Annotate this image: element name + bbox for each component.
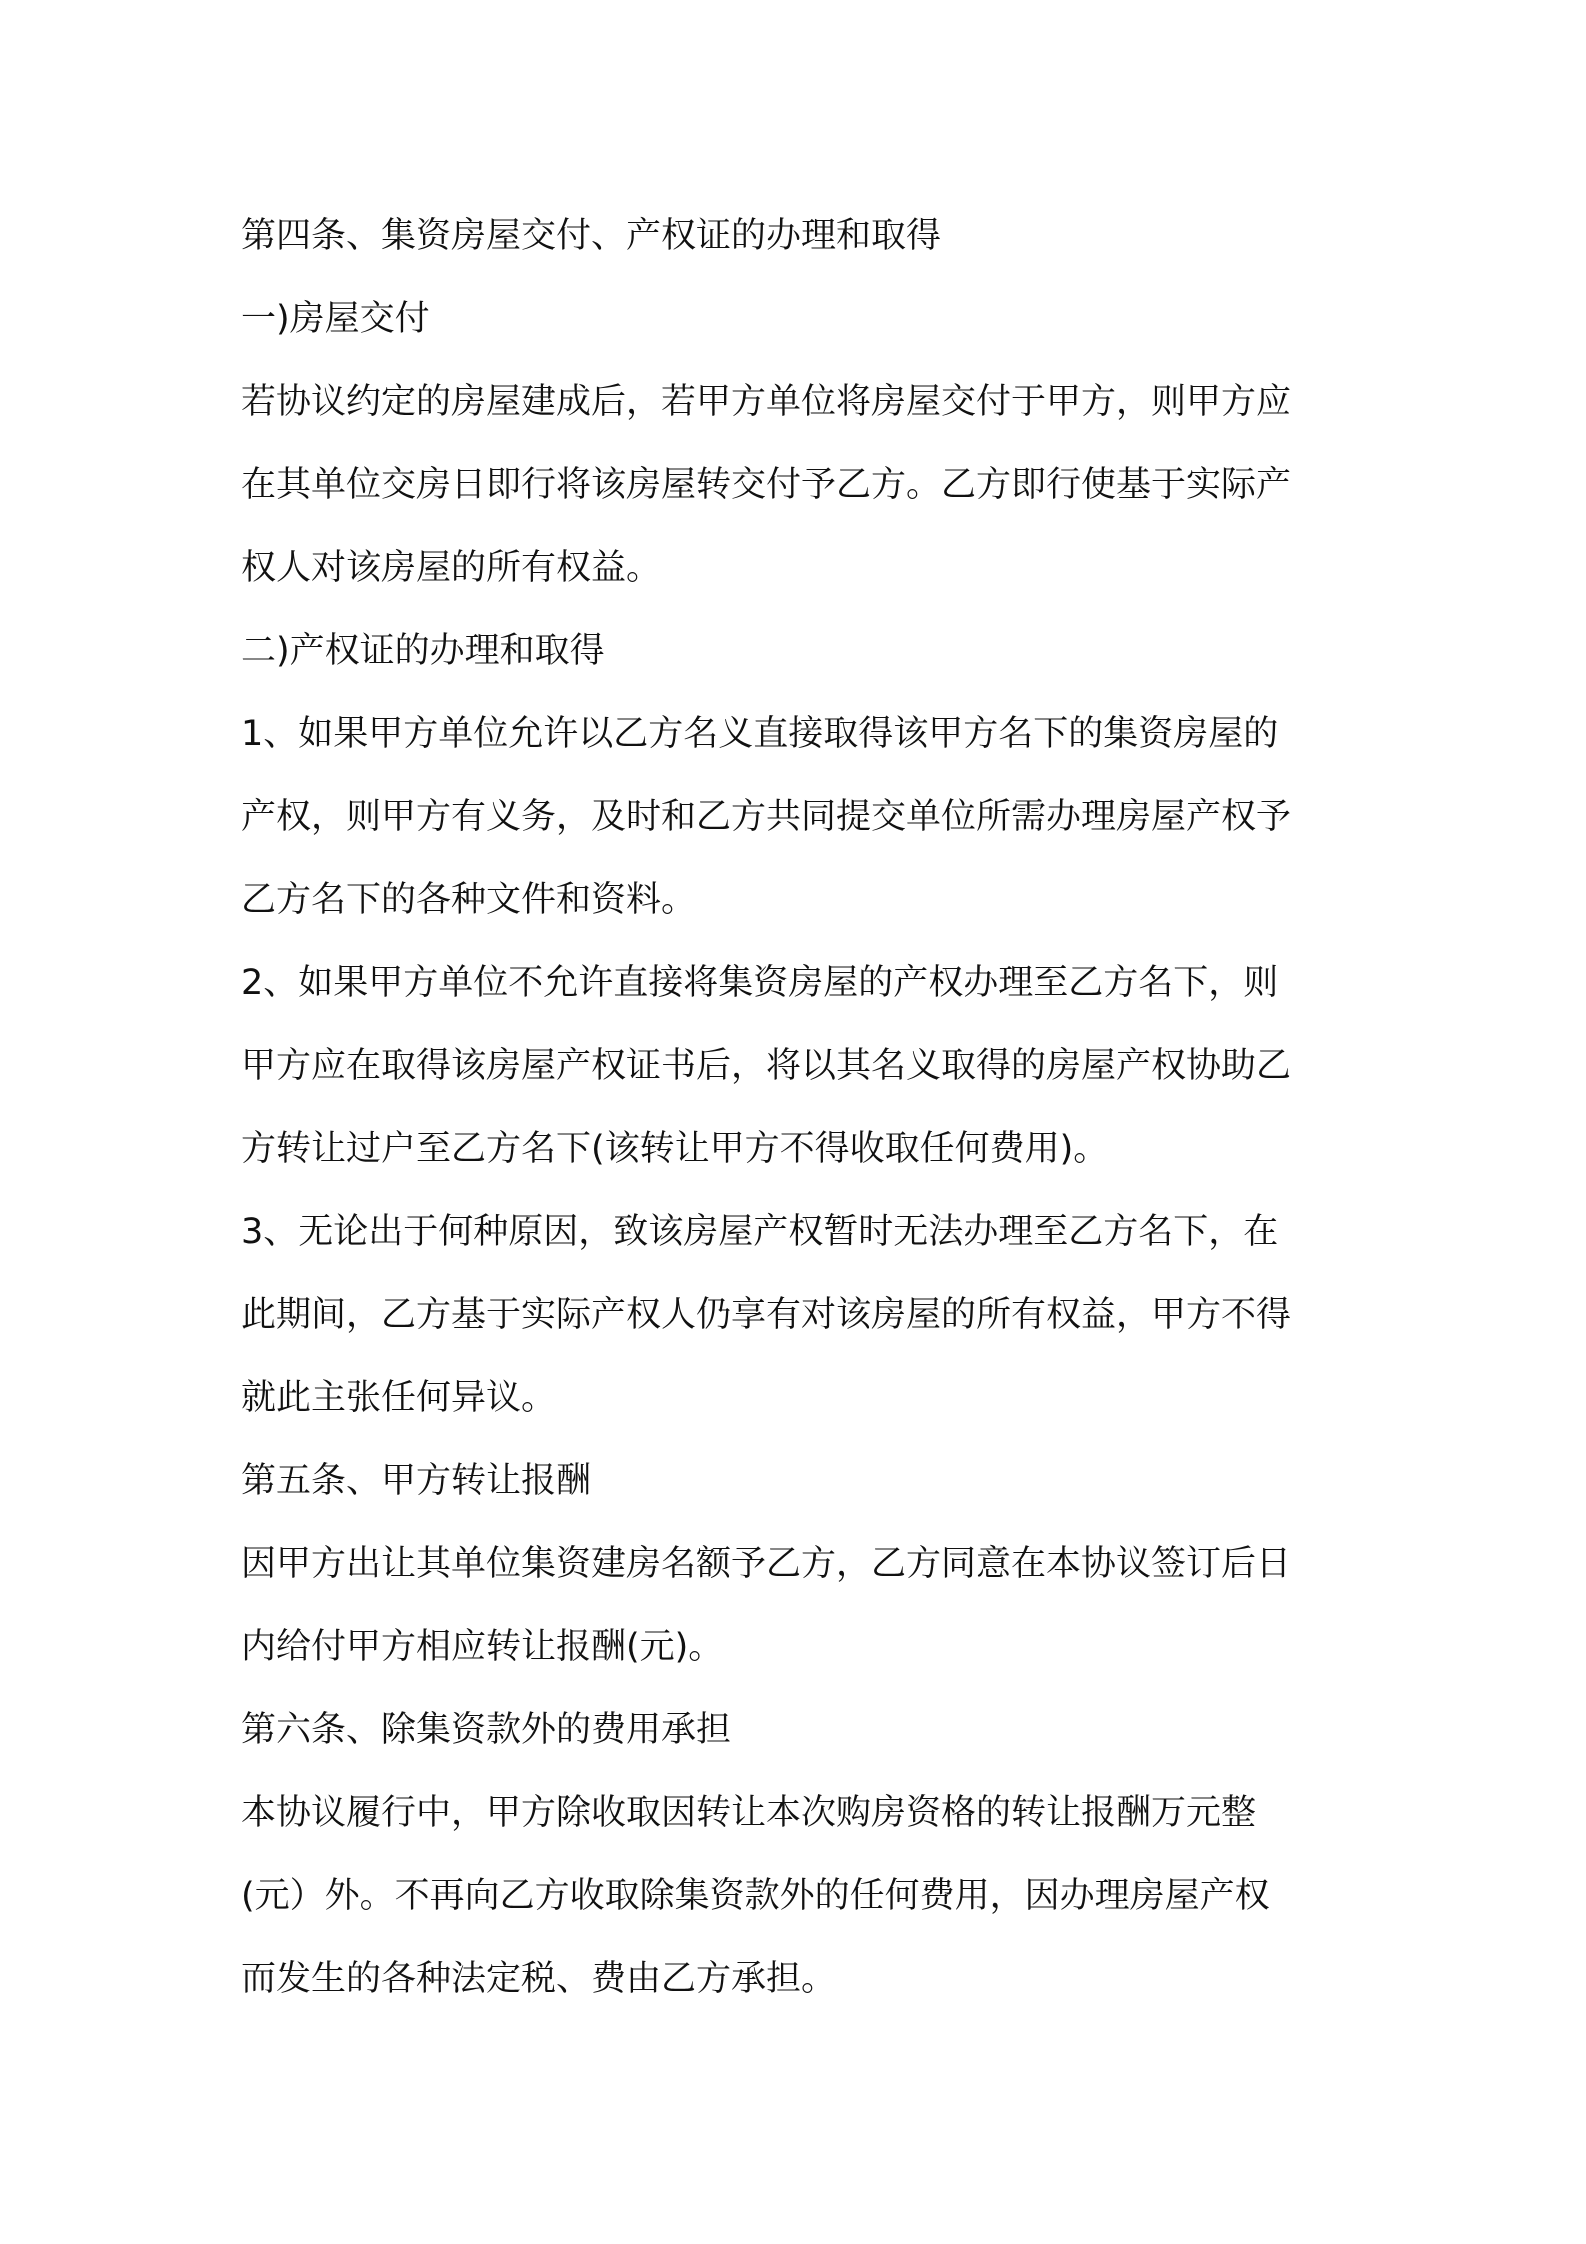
paragraph-line: 本协议履行中，甲方除收取因转让本次购房资格的转让报酬万元整 [241, 1793, 1257, 1833]
paragraph-line: 权人对该房屋的所有权益。 [241, 548, 662, 588]
article-5-heading: 第五条、甲方转让报酬 [241, 1461, 592, 1501]
paragraph-line: 内给付甲方相应转让报酬(元)。 [241, 1627, 724, 1667]
paragraph-line: 甲方应在取得该房屋产权证书后，将以其名义取得的房屋产权协助乙 [241, 1046, 1292, 1086]
paragraph-line: 在其单位交房日即行将该房屋转交付予乙方。乙方即行使基于实际产 [241, 465, 1292, 505]
paragraph-line: 而发生的各种法定税、费由乙方承担。 [241, 1959, 837, 1999]
article-4-heading: 第四条、集资房屋交付、产权证的办理和取得 [241, 216, 942, 256]
section-2-heading: 二)产权证的办理和取得 [241, 631, 605, 671]
paragraph-line: 就此主张任何异议。 [241, 1378, 557, 1418]
document-body [241, 195, 1361, 2021]
paragraph-line: 因甲方出让其单位集资建房名额予乙方，乙方同意在本协议签订后日 [241, 1544, 1292, 1584]
section-1-heading: 一)房屋交付 [241, 299, 430, 339]
paragraph-line: 若协议约定的房屋建成后，若甲方单位将房屋交付于甲方，则甲方应 [241, 382, 1292, 422]
paragraph-line: 产权，则甲方有义务，及时和乙方共同提交单位所需办理房屋产权予 [241, 797, 1292, 837]
paragraph-line: 此期间，乙方基于实际产权人仍享有对该房屋的所有权益，甲方不得 [241, 1295, 1292, 1335]
paragraph-line: 3、无论出于何种原因，致该房屋产权暂时无法办理至乙方名下，在 [241, 1212, 1279, 1252]
article-6-heading: 第六条、除集资款外的费用承担 [241, 1710, 732, 1750]
paragraph-line: 乙方名下的各种文件和资料。 [241, 880, 697, 920]
paragraph-line: 1、如果甲方单位允许以乙方名义直接取得该甲方名下的集资房屋的 [241, 714, 1279, 754]
paragraph-line: 方转让过户至乙方名下(该转让甲方不得收取任何费用)。 [241, 1129, 1109, 1169]
paragraph-line: 2、如果甲方单位不允许直接将集资房屋的产权办理至乙方名下，则 [241, 963, 1279, 1003]
paragraph-line: (元）外。不再向乙方收取除集资款外的任何费用，因办理房屋产权 [241, 1876, 1270, 1916]
